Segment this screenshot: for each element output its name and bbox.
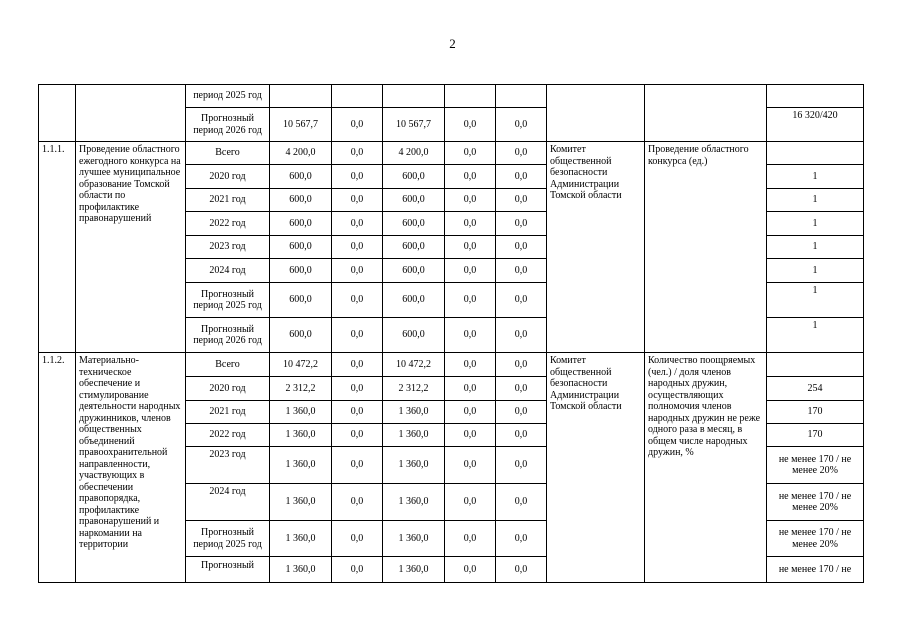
table-row <box>39 85 864 108</box>
table-row: Прогнозный период 2026 год 600,0 0,0 600,0 0,0 0,0 1 <box>39 318 864 353</box>
table-row: 2021 год 600,0 0,0 600,0 0,0 0,0 1 <box>39 189 864 212</box>
indicator-name-cell: Проведение областного конкурса (ед.) <box>645 142 767 353</box>
table-row: 2021 год 1 360,0 0,0 1 360,0 0,0 0,0 170 <box>39 401 864 424</box>
indicator-name-cell: Количество поощряемых (чел.) / доля членов народных дружин, осуществляющих полномочия членов народных дружин не реже одного раза в месяц, в общем числе народных дружин, % <box>645 353 767 583</box>
table-row: 2023 год 600,0 0,0 600,0 0,0 0,0 1 <box>39 236 864 259</box>
value-cell: 10 567,7 <box>383 108 445 142</box>
period-cell: Прогнозный период 2026 год <box>186 108 270 142</box>
section-name: Материально-техническое обеспечение и стимулирование деятельности народных дружинников, членов общественных объединений правоохранительной направленности, участвующих в обеспечении правопорядка, профилактике правонарушений и наркомании на территории <box>76 353 186 583</box>
period-cell: период 2025 год <box>186 85 270 108</box>
page-number: 2 <box>449 36 456 51</box>
empty-executor-cell <box>547 85 645 142</box>
table-row: 2022 год 1 360,0 0,0 1 360,0 0,0 0,0 170 <box>39 424 864 447</box>
section-name: Проведение областного ежегодного конкурса на лучшее муниципальное образование Томской области по профилактике правонарушений <box>76 142 186 353</box>
table-row: 2020 год 2 312,2 0,0 2 312,2 0,0 0,0 254 <box>39 377 864 401</box>
executor-cell: Комитет общественной безопасности Администрации Томской области <box>547 142 645 353</box>
empty-num-cell <box>39 85 76 142</box>
value-cell: 10 567,7 <box>270 108 332 142</box>
indicator-value-cell: 16 320/420 <box>767 108 864 142</box>
table-row: Прогнозный период 2025 год 1 360,0 0,0 1 360,0 0,0 0,0 не менее 170 / не менее 20% <box>39 521 864 557</box>
table-row: 2024 год 1 360,0 0,0 1 360,0 0,0 0,0 не менее 170 / не менее 20% <box>39 484 864 521</box>
empty-name-cell <box>76 85 186 142</box>
section-number: 1.1.2. <box>39 353 76 583</box>
table-row: 2024 год 600,0 0,0 600,0 0,0 0,0 1 <box>39 259 864 283</box>
executor-cell: Комитет общественной безопасности Администрации Томской области <box>547 353 645 583</box>
value-cell: 0,0 <box>496 108 547 142</box>
table-row: 1.1.2. Материально-техническое обеспечение и стимулирование деятельности народных дружинников, членов общественных объединений правоохранительной направленности, участвующих в обеспечении правопорядка, профилактике правонарушений и наркомании на территории Всего 10 472,2 0,0 10 472,2 0,0 0,0 Комитет общественной безопасности Администрации Томской области Количество поощряемых (чел.) / доля членов народных дружин, осуществляющих полномочия членов народных дружин не реже одного раза в месяц, в общем числе народных дружин, % <box>39 353 864 377</box>
table-row: Прогнозный 1 360,0 0,0 1 360,0 0,0 0,0 не менее 170 / не <box>39 557 864 583</box>
value-cell: 0,0 <box>445 108 496 142</box>
table-row: 2023 год 1 360,0 0,0 1 360,0 0,0 0,0 не менее 170 / не менее 20% <box>39 447 864 484</box>
empty-indicator-cell <box>645 85 767 142</box>
section-number: 1.1.1. <box>39 142 76 353</box>
table-row: 2020 год 600,0 0,0 600,0 0,0 0,0 1 <box>39 165 864 189</box>
value-cell: 0,0 <box>332 108 383 142</box>
program-table <box>38 84 864 583</box>
table-row: 2022 год 600,0 0,0 600,0 0,0 0,0 1 <box>39 212 864 236</box>
table-row: Прогнозный период 2025 год 600,0 0,0 600,0 0,0 0,0 1 <box>39 283 864 318</box>
table-row: 1.1.1. Проведение областного ежегодного конкурса на лучшее муниципальное образование Томской области по профилактике правонарушений Всего 4 200,0 0,0 4 200,0 0,0 0,0 Комитет общественной безопасности Администрации Томской области Проведение областного конкурса (ед.) <box>39 142 864 165</box>
